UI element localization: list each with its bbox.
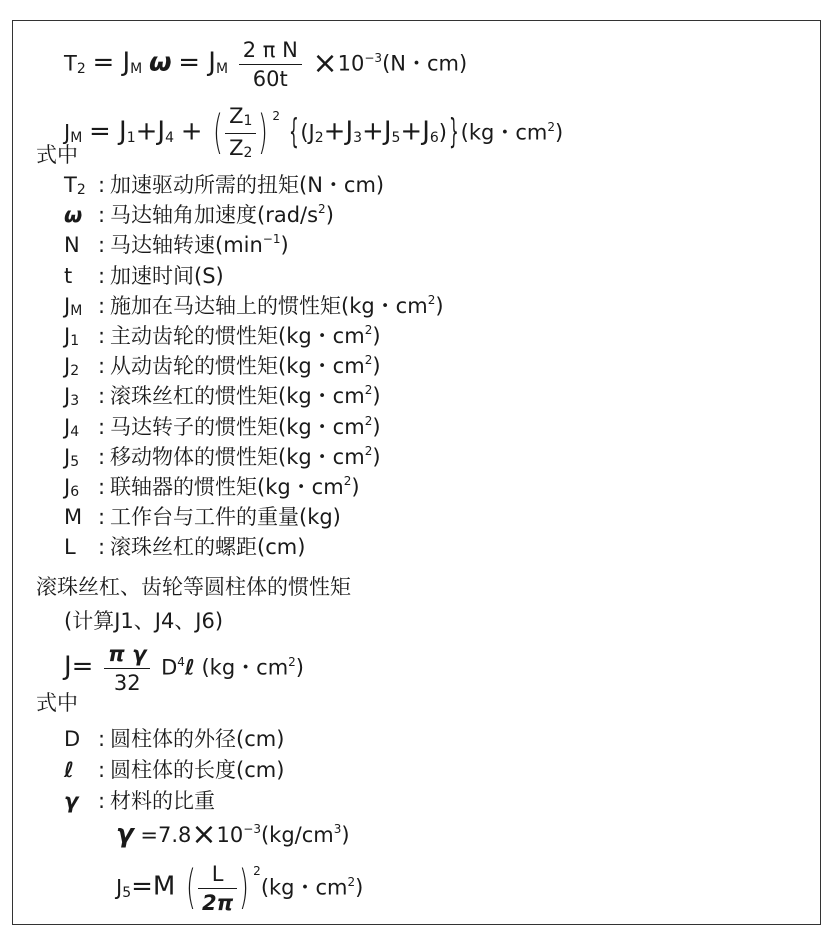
symbol: T <box>64 51 77 76</box>
def-text: 滚珠丝杠的螺距(cm) <box>110 535 306 559</box>
value: =7.8 <box>140 823 192 847</box>
cylinder-note: (计算J1、J4、J6) <box>64 609 224 633</box>
def-symbol <box>64 534 98 563</box>
subscript: 5 <box>391 129 401 146</box>
colon: : <box>98 233 106 257</box>
gamma-symbol: γ <box>116 819 134 849</box>
equals-j: = J <box>88 116 127 147</box>
unit: (kg/cm <box>260 823 334 847</box>
close-paren: ) <box>280 233 289 257</box>
subscript: 2 <box>243 145 253 161</box>
denominator: 2π <box>201 891 234 915</box>
diameter-symbol: D <box>161 655 178 680</box>
base: 10 <box>337 51 365 76</box>
def-text: 马达轴转速(min <box>110 233 263 257</box>
subscript: 2 <box>314 129 324 146</box>
def-symbol <box>64 474 98 503</box>
exponent: 2 <box>547 119 555 134</box>
def-symbol <box>64 232 98 261</box>
colon: : <box>98 173 106 197</box>
symbol: J <box>64 475 71 499</box>
definition-row <box>64 323 381 352</box>
def-text: 加速时间(S) <box>110 264 224 288</box>
term: +J <box>323 116 354 147</box>
def-symbol <box>64 726 98 752</box>
lhs: J= <box>64 651 94 682</box>
cylinder-def-row <box>64 788 215 814</box>
numerator <box>225 102 256 134</box>
term: (J <box>300 120 315 145</box>
symbol: D <box>64 727 81 751</box>
exponent: 2 <box>364 414 373 428</box>
exponent: 2 <box>272 108 281 123</box>
colon: : <box>98 727 106 751</box>
left-paren-icon: ( <box>186 859 196 914</box>
formula-inertia <box>64 102 563 165</box>
subscript: 4 <box>165 129 174 146</box>
denominator: 32 <box>113 671 141 695</box>
cylinder-title: 滚珠丝杠、齿轮等圆柱体的惯性矩 <box>36 575 351 599</box>
equals-j: = J <box>92 47 131 78</box>
definition-row <box>64 383 381 412</box>
where-label: 式中 <box>36 143 78 167</box>
term: +J <box>400 116 430 147</box>
symbol: ω <box>64 203 83 227</box>
def-text: 马达轴角加速度(rad/s <box>110 203 319 227</box>
definition-row <box>64 534 305 563</box>
symbol: J <box>64 120 71 145</box>
colon: : <box>98 384 106 408</box>
exponent: −1 <box>262 232 281 246</box>
exponent: 2 <box>364 383 373 397</box>
subscript: 3 <box>353 129 363 146</box>
def-symbol <box>64 504 98 533</box>
equals-j: = J <box>178 47 216 78</box>
fraction <box>239 36 302 93</box>
unit: (kg・cm <box>460 120 548 145</box>
exponent: −3 <box>243 822 261 836</box>
symbol: J <box>64 354 71 378</box>
colon: : <box>98 445 106 469</box>
subscript: 2 <box>76 182 86 198</box>
def-text: 移动物体的惯性矩(kg・cm <box>110 445 365 469</box>
def-symbol <box>64 757 98 783</box>
exponent: 3 <box>333 822 342 836</box>
symbol: ℓ <box>64 758 74 782</box>
symbol: γ <box>64 789 79 813</box>
subscript: M <box>215 60 229 77</box>
base: 10 <box>216 823 244 847</box>
symbol: L <box>64 535 76 559</box>
times-sign: × <box>312 45 338 81</box>
symbol: J <box>116 875 123 900</box>
subscript: M <box>130 60 143 77</box>
cylinder-def-row <box>64 757 284 783</box>
formula-j5 <box>116 860 363 917</box>
subscript: 1 <box>126 129 136 146</box>
exponent: 2 <box>253 863 261 878</box>
symbol: J <box>64 384 71 408</box>
def-text: 工作台与工件的重量(kg) <box>110 505 341 529</box>
colon: : <box>98 354 106 378</box>
unit: (kg・cm <box>260 875 348 900</box>
subscript: 6 <box>429 129 439 146</box>
def-symbol <box>64 383 98 412</box>
close-paren: ) <box>372 324 381 348</box>
close-paren: ) <box>372 415 381 439</box>
colon: : <box>98 758 106 782</box>
subscript: 2 <box>70 363 80 379</box>
left-paren-icon: ( <box>213 104 224 159</box>
symbol: J <box>64 415 71 439</box>
symbol: J <box>64 445 71 469</box>
def-symbol <box>64 444 98 473</box>
def-text: 圆柱体的长度(cm) <box>110 758 285 782</box>
right-paren-icon: ) <box>239 859 250 914</box>
num-symbol: Z <box>229 104 244 128</box>
colon: : <box>98 203 106 227</box>
colon: : <box>98 475 106 499</box>
def-symbol <box>64 202 98 231</box>
symbol: T <box>64 173 77 197</box>
colon: : <box>98 294 106 318</box>
subscript: M <box>70 129 83 146</box>
unit-close: ) <box>355 875 364 900</box>
def-text: 主动齿轮的惯性矩(kg・cm <box>110 324 365 348</box>
denominator: 60t <box>252 67 288 91</box>
left-brace-icon: { <box>288 111 299 152</box>
close-paren: ) <box>372 445 381 469</box>
close-paren: ) <box>372 384 381 408</box>
subscript: 6 <box>70 484 80 500</box>
fraction <box>225 102 256 165</box>
subscript: 1 <box>243 113 253 129</box>
subscript: 2 <box>76 60 86 77</box>
colon: : <box>98 535 106 559</box>
def-symbol <box>64 323 98 352</box>
definition-row <box>64 414 381 443</box>
exponent: 2 <box>364 323 373 337</box>
formula-torque <box>64 36 467 93</box>
colon: : <box>98 415 106 439</box>
equals-m: =M <box>131 871 176 902</box>
numerator: π γ <box>104 640 150 669</box>
unit: (kg・cm <box>201 655 289 680</box>
symbol: J <box>64 324 71 348</box>
exponent: 2 <box>364 353 373 367</box>
unit-close: ) <box>554 120 564 145</box>
plus-j: +J <box>135 116 166 147</box>
subscript: 3 <box>70 393 80 409</box>
def-text: 施加在马达轴上的惯性矩(kg・cm <box>110 294 428 318</box>
definition-row <box>64 202 334 231</box>
definition-row <box>64 353 381 382</box>
def-text: 材料的比重 <box>110 789 215 813</box>
colon: : <box>98 789 106 813</box>
unit: (N・cm) <box>382 51 468 76</box>
numerator: 2 π N <box>239 36 302 65</box>
den-symbol: Z <box>229 136 244 160</box>
right-brace-icon: } <box>448 111 459 152</box>
where-label-2: 式中 <box>36 691 78 715</box>
symbol: N <box>64 233 80 257</box>
definition-row <box>64 263 224 292</box>
subscript: 5 <box>122 884 132 901</box>
omega-symbol: ω <box>148 47 172 78</box>
def-text: 从动齿轮的惯性矩(kg・cm <box>110 354 365 378</box>
fraction <box>198 860 237 917</box>
exponent: 2 <box>347 874 356 889</box>
term: +J <box>362 116 392 147</box>
symbol: J <box>64 294 71 318</box>
definition-row <box>64 504 341 533</box>
exponent: 2 <box>364 444 373 458</box>
times-sign: × <box>191 817 217 852</box>
exponent: 2 <box>318 202 326 216</box>
definition-row <box>64 444 381 473</box>
subscript: M <box>70 303 83 319</box>
close-paren: ) <box>351 475 360 499</box>
gamma-value <box>116 817 350 852</box>
exponent: 4 <box>177 654 185 669</box>
close-paren: ) <box>435 294 444 318</box>
subscript: 1 <box>70 333 80 349</box>
unit-close: ) <box>341 823 350 847</box>
colon: : <box>98 324 106 348</box>
fraction <box>104 640 150 697</box>
def-text: 联轴器的惯性矩(kg・cm <box>110 475 344 499</box>
symbol: t <box>64 264 73 288</box>
definition-row <box>64 232 289 261</box>
def-symbol <box>64 172 98 201</box>
right-paren-icon: ) <box>258 104 269 159</box>
denominator <box>225 134 256 165</box>
exponent: 2 <box>343 474 352 488</box>
def-text: 加速驱动所需的扭矩(N・cm) <box>110 173 385 197</box>
symbol: M <box>64 505 83 529</box>
def-symbol <box>64 293 98 322</box>
def-text: 马达转子的惯性矩(kg・cm <box>110 415 365 439</box>
def-text: 圆柱体的外径(cm) <box>110 727 285 751</box>
term: ) <box>438 120 447 145</box>
exponent: 2 <box>288 654 296 669</box>
close-paren: ) <box>325 203 334 227</box>
numerator: L <box>198 860 237 889</box>
plus-sign: + <box>180 116 203 147</box>
def-symbol <box>64 788 98 814</box>
subscript: 5 <box>70 454 80 470</box>
definition-row <box>64 172 384 201</box>
subscript: 4 <box>70 424 80 440</box>
colon: : <box>98 505 106 529</box>
def-text: 滚珠丝杠的惯性矩(kg・cm <box>110 384 365 408</box>
length-symbol: ℓ <box>184 655 195 680</box>
definition-row <box>64 474 360 503</box>
exponent: 2 <box>427 293 436 307</box>
def-symbol <box>64 353 98 382</box>
def-symbol <box>64 414 98 443</box>
formula-cylinder <box>64 640 304 697</box>
colon: : <box>98 264 106 288</box>
def-symbol <box>64 263 98 292</box>
exponent: −3 <box>364 50 383 65</box>
unit-close: ) <box>295 655 304 680</box>
close-paren: ) <box>372 354 381 378</box>
cylinder-def-row <box>64 726 284 752</box>
definition-row <box>64 293 444 322</box>
